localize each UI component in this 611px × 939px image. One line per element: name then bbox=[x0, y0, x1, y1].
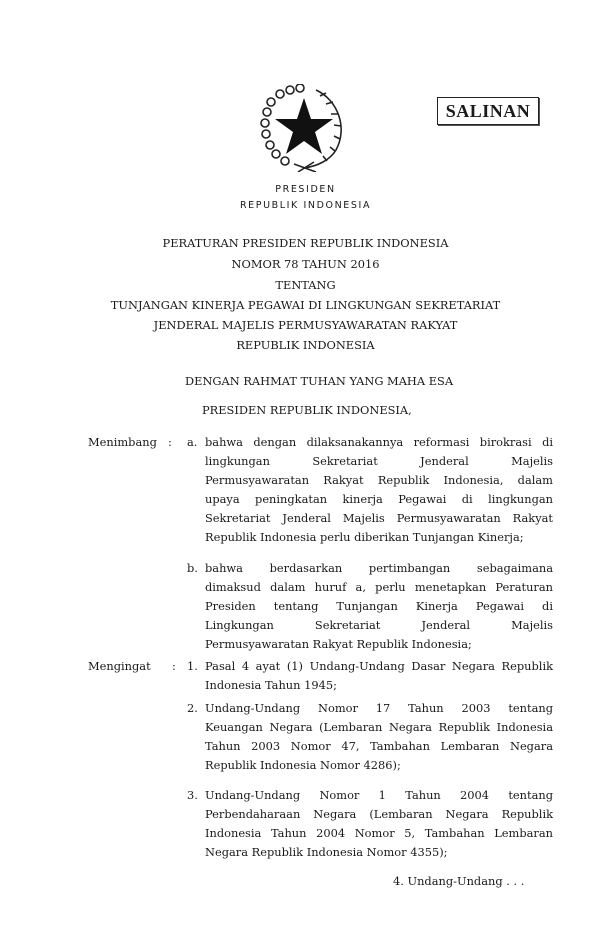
title-line: JENDERAL MAJELIS PERMUSYAWARATAN RAKYAT bbox=[153, 318, 458, 332]
mengingat-item-1 bbox=[205, 657, 553, 695]
text-line: Indonesia Tahun 1945; bbox=[205, 678, 337, 692]
text-line: Lingkungan Sekretariat Jenderal Majelis bbox=[205, 618, 553, 632]
text-line: Republik Indonesia Nomor 4286); bbox=[205, 758, 401, 772]
text-line: Indonesia Tahun 2004 Nomor 5, Tambahan Lembaran bbox=[205, 826, 553, 840]
garuda-star-emblem-icon bbox=[258, 84, 350, 172]
office-line-2: REPUBLIK INDONESIA bbox=[239, 200, 372, 211]
menimbang-item-a bbox=[205, 433, 553, 547]
text-line: lingkungan Sekretariat Jenderal Majelis bbox=[205, 454, 553, 468]
title-line: PERATURAN PRESIDEN REPUBLIK INDONESIA bbox=[162, 236, 449, 250]
menimbang-item-b bbox=[205, 559, 553, 654]
item-marker: a. bbox=[187, 435, 198, 449]
text-line: Presiden tentang Tunjangan Kinerja Pegawai di bbox=[205, 599, 553, 613]
item-marker: 2. bbox=[187, 701, 198, 715]
colon: : bbox=[168, 435, 172, 449]
text-line: Pasal 4 ayat (1) Undang-Undang Dasar Negara Republik bbox=[205, 659, 553, 673]
salinan-stamp: SALINAN bbox=[437, 97, 539, 125]
item-marker: b. bbox=[187, 561, 198, 575]
text-line: bahwa dengan dilaksanakannya reformasi birokrasi di bbox=[205, 435, 553, 449]
text-line: Undang-Undang Nomor 17 Tahun 2003 tentang bbox=[205, 701, 553, 715]
mengingat-item-3 bbox=[205, 786, 553, 862]
text-line: Keuangan Negara (Lembaran Negara Republik Indonesia bbox=[205, 720, 553, 734]
title-line: REPUBLIK INDONESIA bbox=[236, 338, 375, 352]
office-line-1: PRESIDEN bbox=[275, 184, 336, 195]
text-line: dimaksud dalam huruf a, perlu menetapkan Peraturan bbox=[205, 580, 553, 594]
text-line: Permusyawaratan Rakyat Republik Indonesia; bbox=[205, 637, 472, 651]
title-line: TUNJANGAN KINERJA PEGAWAI DI LINGKUNGAN SEKRETARIAT bbox=[110, 298, 501, 312]
text-line: Undang-Undang Nomor 1 Tahun 2004 tentang bbox=[205, 788, 553, 802]
title-line: NOMOR 78 TAHUN 2016 bbox=[231, 257, 380, 271]
text-line: Republik Indonesia perlu diberikan Tunjangan Kinerja; bbox=[205, 530, 524, 544]
text-line: Negara Republik Indonesia Nomor 4355); bbox=[205, 845, 448, 859]
mengingat-label: Mengingat bbox=[88, 659, 151, 673]
president-heading: PRESIDEN REPUBLIK INDONESIA, bbox=[202, 403, 412, 417]
text-line: Tahun 2003 Nomor 47, Tambahan Lembaran Negara bbox=[205, 739, 553, 753]
text-line: Sekretariat Jenderal Majelis Permusyawaratan Rakyat bbox=[205, 511, 553, 525]
text-line: Perbendaharaan Negara (Lembaran Negara Republik bbox=[205, 807, 553, 821]
item-marker: 1. bbox=[187, 659, 198, 673]
text-line: bahwa berdasarkan pertimbangan sebagaimana bbox=[205, 561, 553, 575]
title-line: TENTANG bbox=[275, 278, 336, 292]
mengingat-item-2 bbox=[205, 699, 553, 775]
menimbang-label: Menimbang bbox=[88, 435, 157, 449]
colon: : bbox=[172, 659, 176, 673]
item-marker: 3. bbox=[187, 788, 198, 802]
text-line: upaya peningkatan kinerja Pegawai di lingkungan bbox=[205, 492, 553, 506]
invocation: DENGAN RAHMAT TUHAN YANG MAHA ESA bbox=[185, 374, 454, 388]
continuation-marker: 4. Undang-Undang . . . bbox=[393, 874, 525, 888]
text-line: Permusyawaratan Rakyat Republik Indonesia, dalam bbox=[205, 473, 553, 487]
